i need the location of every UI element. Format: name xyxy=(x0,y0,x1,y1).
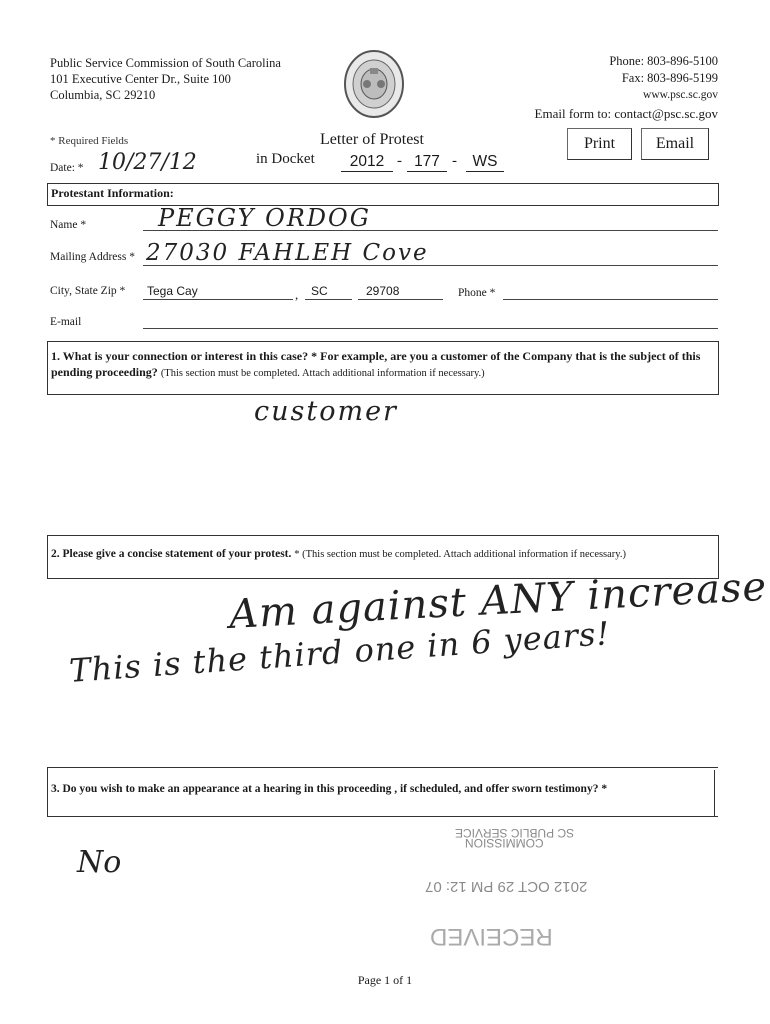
stamp-line-date: 2012 OCT 29 PM 12: 07 xyxy=(425,878,588,895)
stamp-line-sc-public-service: SC PUBLIC SERVICE xyxy=(455,826,575,840)
question-2-text: 2. Please give a concise statement of your protest. xyxy=(51,548,292,560)
docket-year-field[interactable]: 2012 xyxy=(341,153,393,172)
protestant-section-title: Protestant Information: xyxy=(51,186,174,200)
fax-number: Fax: 803-896-5199 xyxy=(621,71,718,85)
phone-field[interactable] xyxy=(503,299,718,300)
email-form-line xyxy=(535,106,718,122)
commission-address xyxy=(50,55,281,103)
name-field[interactable]: PEGGY ORDOG xyxy=(158,204,371,232)
state-underline xyxy=(305,299,352,300)
question-1-answer[interactable]: customer xyxy=(254,396,398,427)
email-button[interactable]: Email xyxy=(641,128,709,160)
email-field[interactable] xyxy=(143,328,718,329)
required-fields-note: * Required Fields xyxy=(50,135,129,147)
zip-underline xyxy=(358,299,443,300)
date-label: Date: * xyxy=(50,162,84,174)
question-1-note: (This section must be completed. Attach additional information if necessary.) xyxy=(160,368,485,379)
protestant-section-header xyxy=(47,183,719,206)
address-line-1: 101 Executive Center Dr., Suite 100 xyxy=(50,72,231,86)
docket-dash-2: - xyxy=(452,153,457,169)
docket-number-field[interactable]: 177 xyxy=(407,153,447,172)
docket-type-field[interactable]: WS xyxy=(466,153,504,172)
question-3-answer[interactable]: No xyxy=(77,845,122,880)
question-1-text: 1. What is your connection or interest in this case? * For example, are you a customer of the Company that is the subject of this pending proceeding? xyxy=(51,349,701,379)
stamp-line-received: RECEIVED xyxy=(430,923,553,950)
city-field[interactable]: Tega Cay xyxy=(147,284,198,298)
commission-contact xyxy=(609,53,718,104)
email-address-link[interactable]: contact@psc.sc.gov xyxy=(614,106,718,121)
commission-seal-icon xyxy=(343,48,405,120)
phone-label: Phone * xyxy=(458,287,496,299)
question-3-box xyxy=(47,767,718,817)
docket-dash-1: - xyxy=(397,153,402,169)
print-button[interactable]: Print xyxy=(567,128,632,160)
question-2-note: * (This section must be completed. Attach additional information if necessary.) xyxy=(294,549,626,560)
question-2-answer-line-2[interactable]: This is the third one in 6 years! xyxy=(68,614,612,690)
city-state-zip-label: City, State Zip * xyxy=(50,285,126,297)
stamp-line-commission: COMMISSION xyxy=(465,836,544,850)
docket-label: in Docket xyxy=(256,151,315,167)
website-link[interactable]: www.psc.sc.gov xyxy=(643,89,718,101)
date-field[interactable]: 10/27/12 xyxy=(98,150,197,175)
name-label: Name * xyxy=(50,219,87,231)
page-number: Page 1 of 1 xyxy=(357,973,413,987)
mailing-address-field[interactable]: 27030 FAHLEH Cove xyxy=(146,240,429,266)
mailing-address-label: Mailing Address * xyxy=(50,251,135,263)
question-3-text: 3. Do you wish to make an appearance at a hearing in this proceeding , if scheduled, and offer sworn testimony? * xyxy=(51,783,608,795)
question-3-right-border xyxy=(714,770,715,816)
city-state-comma: , xyxy=(295,287,299,302)
state-field[interactable]: SC xyxy=(311,284,328,298)
zip-field[interactable]: 29708 xyxy=(366,284,400,298)
phone-number: Phone: 803-896-5100 xyxy=(609,54,718,68)
address-line-2: Columbia, SC 29210 xyxy=(50,88,156,102)
email-field-label: E-mail xyxy=(50,316,82,328)
question-1-box xyxy=(47,341,719,395)
email-form-label: Email form to: xyxy=(534,106,612,121)
form-title: Letter of Protest xyxy=(320,131,424,148)
city-underline xyxy=(143,299,293,300)
org-name: Public Service Commission of South Carolina xyxy=(50,56,281,70)
question-2-answer-line-1[interactable]: Am against ANY increase xyxy=(228,563,769,638)
